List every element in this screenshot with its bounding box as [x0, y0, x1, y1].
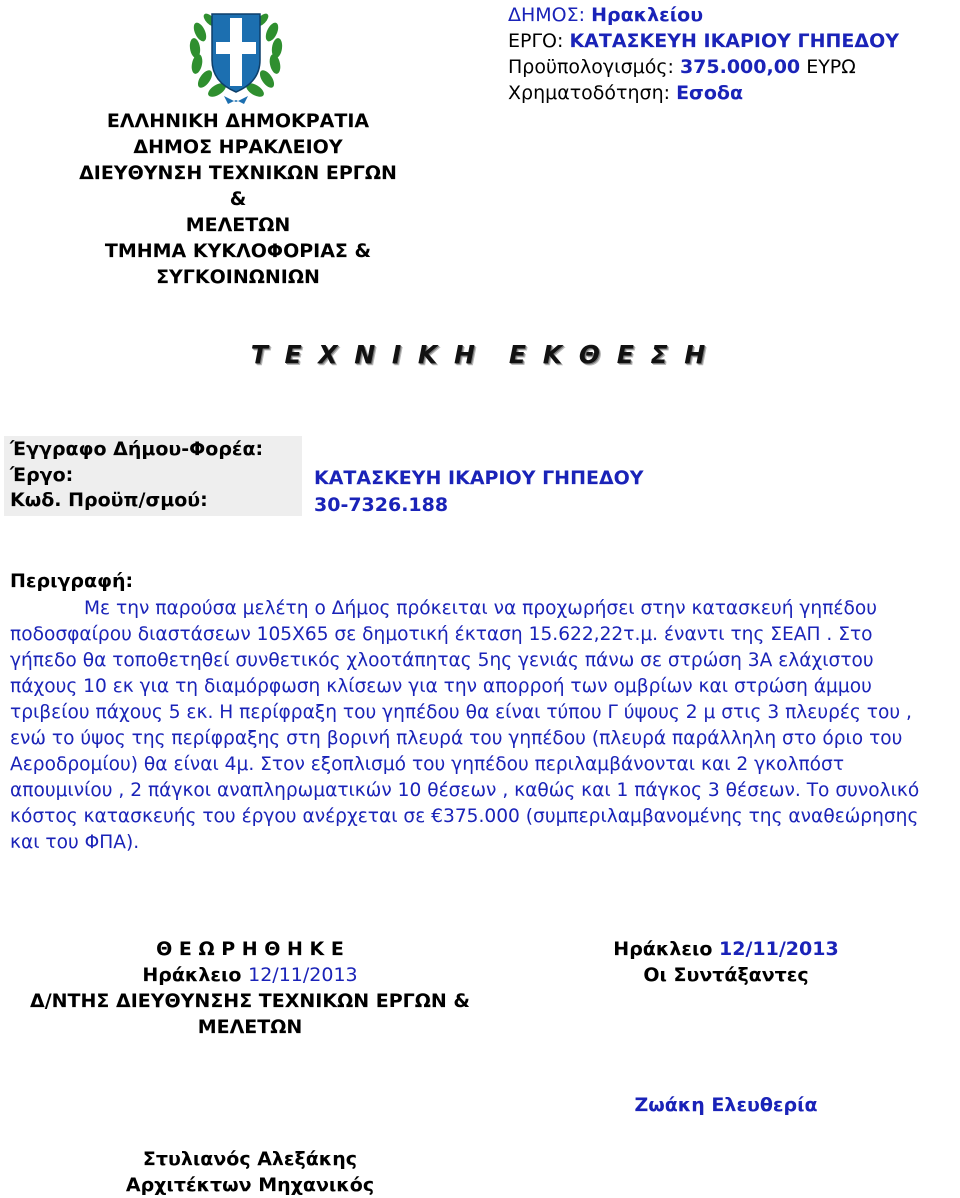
org-line: ΣΥΓΚΟΙΝΩΝΙΩΝ	[156, 266, 320, 288]
authors-date: 12/11/2013	[719, 938, 839, 960]
project-label: ΕΡΓΟ:	[508, 30, 564, 52]
org-line: ΤΜΗΜΑ ΚΥΚΛΟΦΟΡΙΑΣ &	[104, 240, 372, 262]
funding-label: Χρηματοδότηση:	[508, 82, 671, 104]
info-label-project: Έργο:	[10, 463, 74, 486]
budget-label: Προϋπολογισμός:	[508, 56, 674, 78]
org-line: ΔΗΜΟΣ ΗΡΑΚΛΕΙΟΥ	[133, 136, 343, 158]
description-text: Στον εξοπλισμό του γηπέδου περιλαμβάνονται και 2 γκολπόστ απουμινίου , 2 πάγκοι αναπληρωματικών 10 θέσεων , καθώς και 1 πάγκος 3 θέσεων.	[10, 754, 845, 801]
budget-currency: ΕΥΡΩ	[806, 56, 856, 78]
budget-value: 375.000,00	[679, 56, 801, 78]
description-text: Η περίφραξη του γηπέδου θα είναι τύπου Γ ύψους 2 μ στις 3 πλευρές του , ενώ το ύψος της περίφραξης στη βορινή πλευρά του γηπέδου (πλευρά παράλληλη στο όριο του Αεροδρομίου) θα είναι 4μ.	[10, 702, 912, 775]
funding-row	[508, 80, 899, 106]
municipality-value: Ηρακλείου	[591, 4, 704, 26]
info-budget-code-value: 30-7326.188	[314, 494, 449, 516]
director-signature	[10, 1146, 490, 1198]
description-text: Το συνολικό κόστος κατασκευής του έργου ανέρχεται σε €375.000 (συμπεριλαμβανομένης της αναθεώρησης και του ΦΠΑ).	[10, 780, 920, 853]
approval-role: ΜΕΛΕΤΩΝ	[197, 1016, 303, 1038]
organisation-block	[78, 108, 398, 290]
budget-row	[508, 54, 899, 80]
info-label-budget-code: Κωδ. Προϋπ/σμού:	[10, 489, 208, 511]
info-project-value: ΚΑΤΑΣΚΕΥΗ ΙΚΑΡΙΟΥ ΓΗΠΕΔΟΥ	[314, 467, 644, 489]
authors-place: Ηράκλειο	[613, 938, 713, 960]
director-title: Αρχιτέκτων Μηχανικός	[125, 1174, 375, 1196]
approval-date-row	[10, 962, 490, 988]
municipality-label: ΔΗΜΟΣ:	[508, 4, 586, 26]
info-label-document: Έγγραφο Δήμου-Φορέα:	[10, 438, 264, 460]
approval-place: Ηράκλειο	[142, 964, 242, 986]
project-header	[508, 2, 899, 106]
document-title	[0, 340, 960, 369]
org-line: ΕΛΛΗΝΙΚΗ ΔΗΜΟΚΡΑΤΙΑ	[106, 110, 370, 132]
project-value: ΚΑΤΑΣΚΕΥΗ ΙΚΑΡΙΟΥ ΓΗΠΕΔΟΥ	[569, 30, 900, 52]
org-line: ΜΕΛΕΤΩΝ	[185, 214, 291, 236]
municipality-row	[508, 2, 899, 28]
project-row	[508, 28, 899, 54]
info-values	[314, 465, 644, 519]
description-text: Με την παρούσα μελέτη ο Δήμος πρόκειται να προχωρήσει στην κατασκευή γηπέδου ποδοσφαίρου διαστάσεων 105Χ65 σε δημοτική έκταση 15.622,22τ.μ. έναντι της ΣΕΑΠ . Στο γήπεδο θα τοποθετηθεί συνθετικός χλοοτάπητας 5ης γενιάς πάνω σε στρώση 3Α ελάχιστου πάχους 10 εκ για τη διαμόρφωση κλίσεων για την απορροή των ομβρίων και στρώση άμμου τριβείου πάχους 5 εκ.	[10, 598, 877, 723]
director-name: Στυλιανός Αλεξάκης	[142, 1148, 358, 1170]
authors-heading: Οι Συντάξαντες	[643, 964, 809, 986]
approval-heading: Θ Ε Ω Ρ Η Θ Η Κ Ε	[156, 938, 344, 960]
authors-signature-block	[556, 936, 896, 988]
greek-coat-of-arms-icon	[186, 2, 286, 106]
title-word-1: Τ Ε Χ Ν Ι Κ Η	[250, 340, 479, 369]
info-labels-box	[4, 436, 302, 516]
title-word-2: Ε Κ Θ Ε Σ Η	[508, 340, 710, 369]
approval-role: Δ/ΝΤΗΣ ΔΙΕΥΘΥΝΣΗΣ ΤΕΧΝΙΚΩΝ ΕΡΓΩΝ &	[30, 990, 470, 1012]
author-name: Ζωάκη Ελευθερία	[634, 1094, 818, 1116]
org-line: ΔΙΕΥΘΥΝΣΗ ΤΕΧΝΙΚΩΝ ΕΡΓΩΝ &	[79, 162, 397, 210]
funding-value: Εσοδα	[676, 82, 743, 104]
approval-signature-block	[10, 936, 490, 1040]
approval-date: 12/11/2013	[248, 964, 358, 986]
description-label: Περιγραφή:	[10, 570, 134, 592]
description-body	[10, 596, 940, 856]
authors-date-row	[556, 936, 896, 962]
